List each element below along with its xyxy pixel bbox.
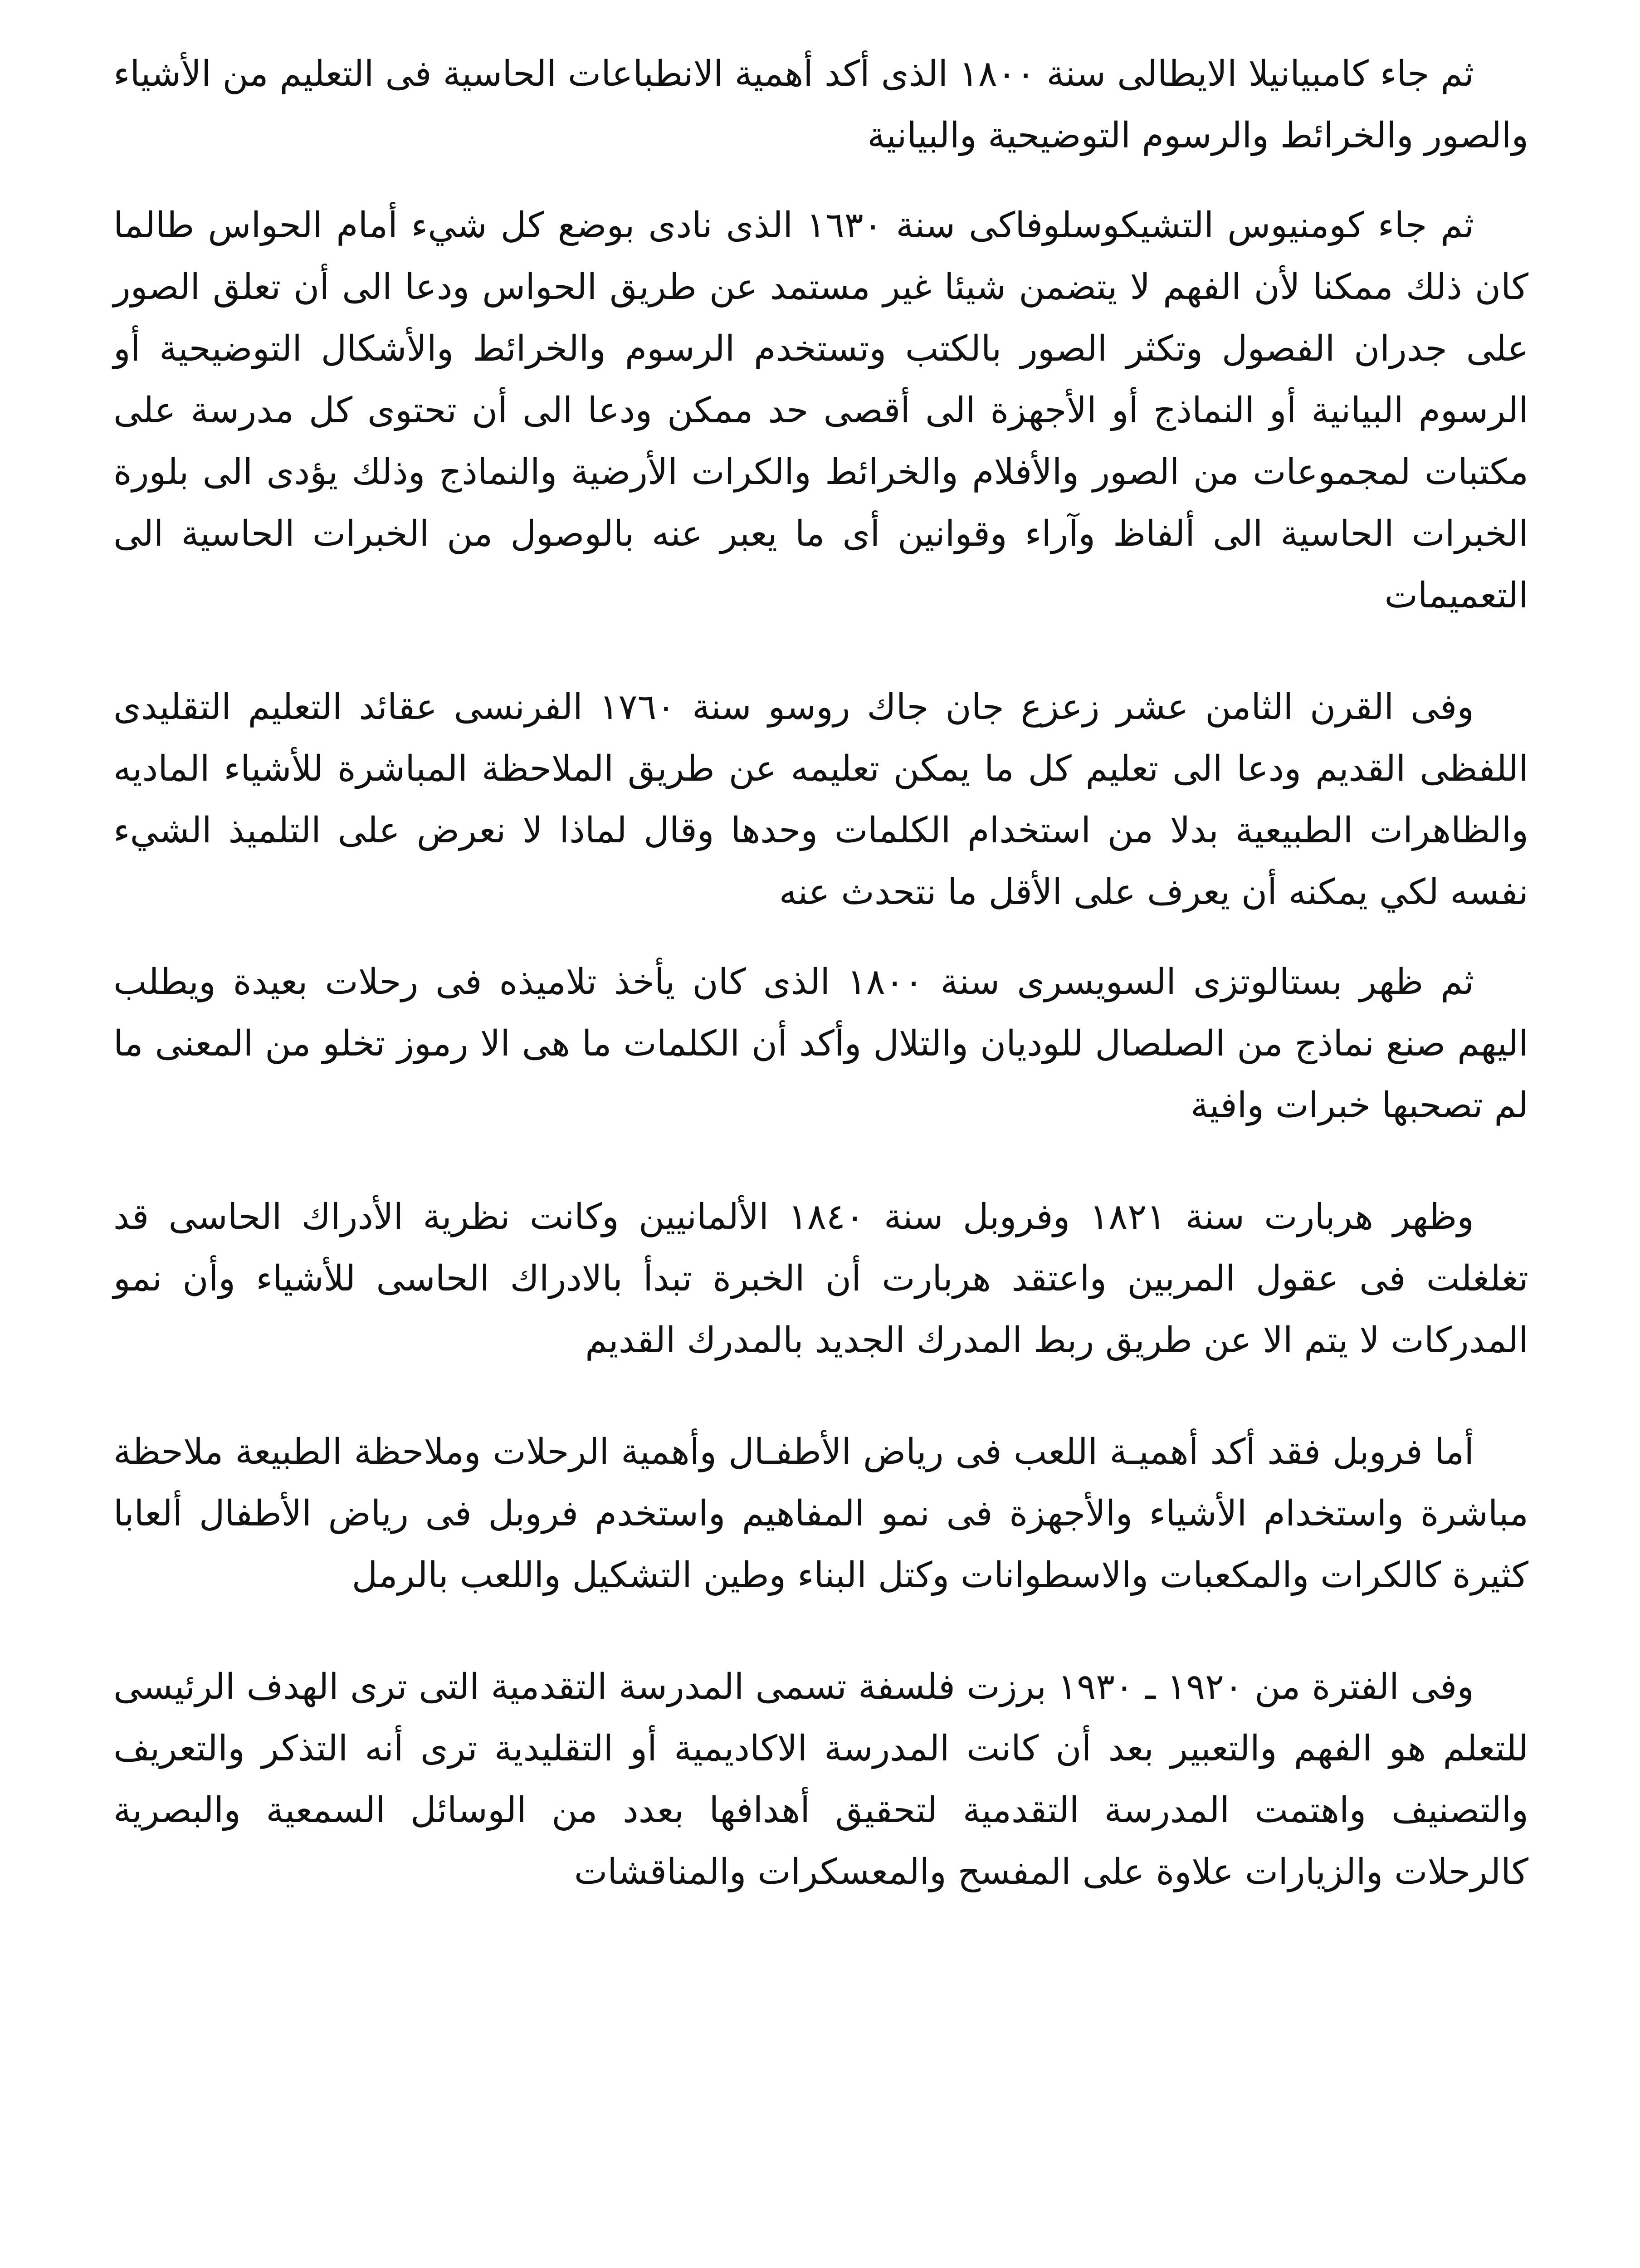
paragraph-herbart: وظهر هربارت سنة ١٨٢١ وفروبل سنة ١٨٤٠ الألمانيين وكانت نظرية الأدراك الحاسى قد تغلغلت فى عقول المربين واعتقد هربارت أن الخبرة تبدأ بالادراك الحاسى للأشياء وأن نمو المدركات لا يتم الا عن طريق ربط المدرك الجديد بالمدرك القديم — [113, 1197, 1528, 1361]
paragraph-campanella: ثم جاء كامبيانيلا الايطالى سنة ١٨٠٠ الذى أكد أهمية الانطباعات الحاسية فى التعليم من الأشياء والصور والخرائط والرسوم التوضيحية والبيانية — [113, 54, 1528, 156]
paragraph-progressive-school: وفى الفترة من ١٩٢٠ ـ ١٩٣٠ برزت فلسفة تسمى المدرسة التقدمية التى ترى الهدف الرئيسى للتعلم هو الفهم والتعبير بعد أن كانت المدرسة الاكاديمية أو التقليدية ترى أنه التذكر والتعريف والتصنيف واهتمت المدرسة التقدمية لتحقيق أهدافها بعدد من الوسائل السمعية والبصرية كالرحلات والزيارات علاوة على المفسح والمعسكرات والمناقشات — [113, 1667, 1528, 1892]
paragraph-froebel: أما فروبل فقد أكد أهميـة اللعب فى رياض الأطفـال وأهمية الرحلات وملاحظة الطبيعة ملاحظة مباشرة واستخدام الأشياء والأجهزة فى نمو المفاهيم واستخدم فروبل فى رياض الأطفال ألعابا كثيرة كالكرات والمكعبات والاسطوانات وكتل البناء وطين التشكيل واللعب بالرمل — [113, 1432, 1528, 1596]
text-column — [113, 43, 1528, 1903]
paragraph-comenius: ثم جاء كومنيوس التشيكوسلوفاكى سنة ١٦٣٠ الذى نادى بوضع كل شيء أمام الحواس طالما كان ذلك ممكنا لأن الفهم لا يتضمن شيئا غير مستمد عن طريق الحواس ودعا الى أن تعلق الصور على جدران الفصول وتكثر الصور بالكتب وتستخدم الرسوم والخرائط والأشكال التوضيحية أو الرسوم البيانية أو النماذج أو الأجهزة الى أقصى حد ممكن ودعا الى أن تحتوى كل مدرسة على مكتبات لمجموعات من الصور والأفلام والخرائط والكرات الأرضية والنماذج وذلك يؤدى الى بلورة الخبرات الحاسية الى ألفاظ وآراء وقوانين أى ما يعبر عنه بالوصول من الخبرات الحاسية الى التعميمات — [113, 205, 1528, 616]
paragraph-rousseau: وفى القرن الثامن عشر زعزع جان جاك روسو سنة ١٧٦٠ الفرنسى عقائد التعليم التقليدى اللفظى القديم ودعا الى تعليم كل ما يمكن تعليمه عن طريق الملاحظة المباشرة للأشياء الماديه والظاهرات الطبيعية بدلا من استخدام الكلمات وحدها وقال لماذا لا نعرض على التلميذ الشيء نفسه لكي يمكنه أن يعرف على الأقل ما نتحدث عنه — [113, 687, 1528, 913]
paragraph-pestalozzi: ثم ظهر بستالوتزى السويسرى سنة ١٨٠٠ الذى كان يأخذ تلاميذه فى رحلات بعيدة ويطلب اليهم صنع نماذج من الصلصال للوديان والتلال وأكد أن الكلمات ما هى الا رموز تخلو من المعنى ما لم تصحبها خبرات وافية — [113, 962, 1528, 1126]
